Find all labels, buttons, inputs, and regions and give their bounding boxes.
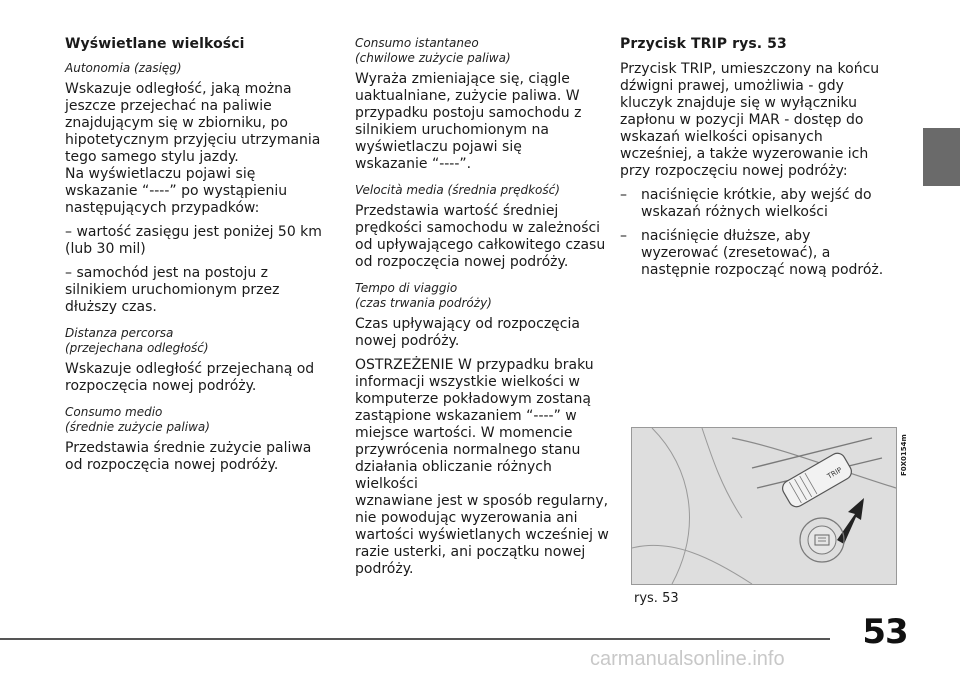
text-line: wyświetlaczu pojawi się [355,139,522,155]
text-line: jeszcze przejechać na paliwie [65,98,272,114]
section-title: Wyświetlane wielkości [65,36,245,52]
column-right [620,36,910,286]
text-line: kluczyk znajduje się w wyłączniku [620,95,857,111]
text-line: komputerze pokładowym zostaną [355,391,591,407]
text-line: nie powodując wyzerowania ani [355,510,578,526]
text-line: (lub 30 mil) [65,241,146,257]
list-item-text [641,228,910,279]
page-number: 53 [862,612,908,652]
text-line: Wyraża zmieniające się, ciągle [355,71,570,87]
figure-illustration [632,428,896,584]
warning-paragraph [355,357,615,578]
text-line: Consumo medio [65,405,163,419]
text-line: – wartość zasięgu jest poniżej 50 km [65,224,322,240]
column-middle [355,36,615,585]
text-line: (czas trwania podróży) [355,296,492,310]
text-line: zastąpione wskazaniem “----” w [355,408,577,424]
paragraph [620,61,910,180]
subsection-heading [355,281,615,311]
text-line: – samochód jest na postoju z [65,265,268,281]
text-line: Distanza percorsa [65,326,174,340]
text-line: Wskazuje odległość przejechaną od [65,361,315,377]
text-line: od rozpoczęcia nowej podróży. [355,254,569,270]
text-line: przy rozpoczęciu nowej podróży: [620,163,848,179]
text-line: rozpoczęcia nowej podróży. [65,378,257,394]
text-line: Na wyświetlaczu pojawi się [65,166,256,182]
text-line: wartości wyświetlanych wcześniej w [355,527,609,543]
text-line: wskazań różnych wielkości [641,204,828,220]
subsection-heading [65,405,327,435]
paragraph [355,71,615,173]
text-line: następujących przypadków: [65,200,260,216]
paragraph [65,265,327,316]
figure-code [897,427,909,477]
paragraph [65,224,327,258]
text-line: znajdującym się w zbiorniku, po [65,115,289,131]
paragraph [355,316,615,350]
list-dash: – [620,187,627,203]
text-line: wskazanie “----”. [355,156,472,172]
text-line: wskazanie “----” po wystąpieniu [65,183,288,199]
text-line: od upływającego całkowitego czasu [355,237,606,253]
text-line: informacji wszystkie wielkości w [355,374,580,390]
text-line: podróży. [355,561,414,577]
paragraph [65,440,327,474]
text-line: nowej podróży. [355,333,460,349]
text-line: (przejechana odległość) [65,341,209,355]
text-line: silnikiem uruchomionym na [355,122,549,138]
text-line: od rozpoczęcia nowej podróży. [65,457,279,473]
column-left [65,36,327,481]
list-dash: – [620,228,627,244]
list-item [620,187,910,221]
text-line: zapłonu w pozycji MAR - dostęp do [620,112,864,128]
text-line: silnikiem uruchomionym przez [65,282,280,298]
text-line: prędkości samochodu w zależności [355,220,601,236]
text-line: dłuższy czas. [65,299,157,315]
text-line: Przedstawia wartość średniej [355,203,559,219]
paragraph [65,81,327,217]
text-line: działania obliczanie różnych wielkości [355,459,552,492]
subsection-heading [65,326,327,356]
text-line: Consumo istantaneo [355,36,479,50]
text-line: wcześniej, a także wyzerowanie ich [620,146,869,162]
text-line: tego samego stylu jazdy. [65,149,239,165]
section-title: Przycisk TRIP rys. 53 [620,36,787,52]
text-line: razie usterki, ani początku nowej [355,544,586,560]
figure-caption: rys. 53 [634,591,679,606]
paragraph [65,361,327,395]
chapter-tab [923,128,960,186]
text-line: (chwilowe zużycie paliwa) [355,51,511,65]
text-line: naciśnięcie dłuższe, aby [641,228,811,244]
watermark: carmanualsonline.info [590,648,785,670]
text-line: hipotetycznym przyjęciu utrzymania [65,132,321,148]
text-line: Przycisk TRIP, umieszczony na końcu [620,61,880,77]
text-line: Tempo di viaggio [355,281,458,295]
text-line: dźwigni prawej, umożliwia - gdy [620,78,844,94]
text-line: wyzerować (zresetować), a [641,245,831,261]
text-line: (średnie zużycie paliwa) [65,420,210,434]
paragraph [355,203,615,271]
subsection-heading: Autonomia (zasięg) [65,61,182,75]
list-item [620,228,910,279]
figure-trip-button [631,427,897,585]
text-line: następnie rozpocząć nową podróż. [641,262,884,278]
text-line: OSTRZEŻENIE W przypadku braku [355,357,594,373]
text-line: miejsce wartości. W momencie [355,425,573,441]
text-line: przypadku postoju samochodu z [355,105,582,121]
text-line: Czas upływający od rozpoczęcia [355,316,580,332]
text-line: naciśnięcie krótkie, aby wejść do [641,187,872,203]
text-line: uaktualniane, zużycie paliwa. W [355,88,580,104]
text-line: wznawiane jest w sposób regularny, [355,493,609,509]
subsection-heading [355,36,615,66]
subsection-heading: Velocità media (średnia prędkość) [355,183,560,197]
text-line: Wskazuje odległość, jaką można [65,81,292,97]
trip-button-label: TRIP [826,465,844,481]
list-item-text [641,187,910,221]
svg-text:F0X0154m: F0X0154m [900,434,908,476]
footer-rule [0,638,830,640]
text-line: wskazań wielkości opisanych [620,129,823,145]
text-line: Przedstawia średnie zużycie paliwa [65,440,312,456]
text-line: przywrócenia normalnego stanu [355,442,581,458]
